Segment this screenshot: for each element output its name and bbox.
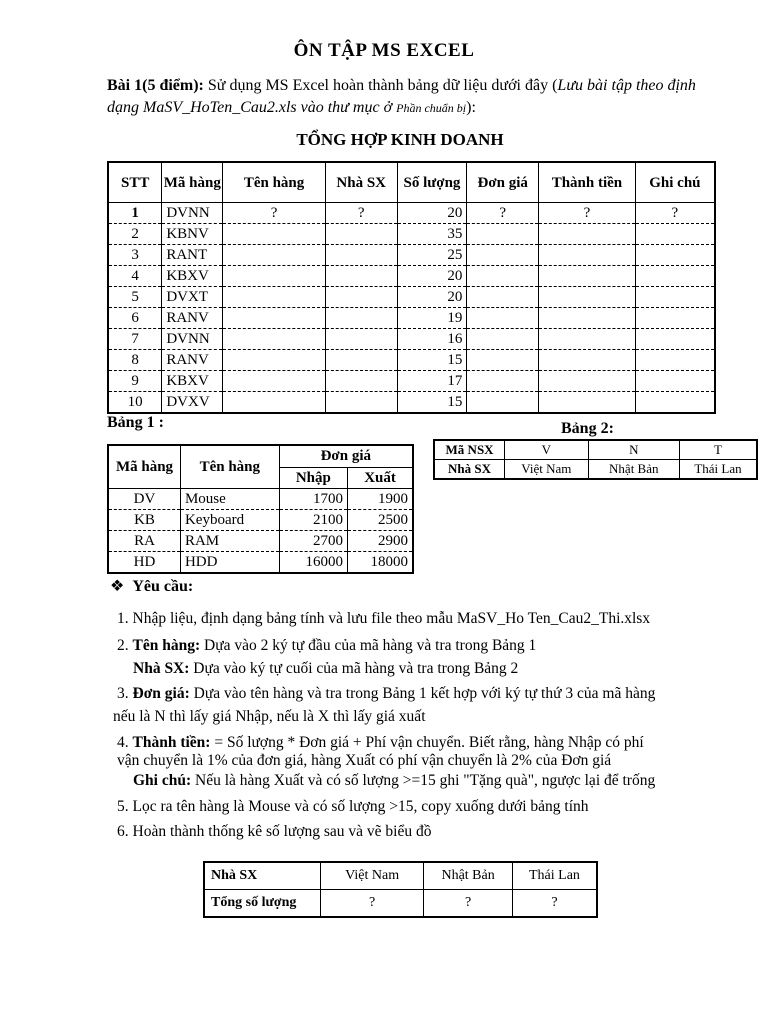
requirement-2b xyxy=(133,659,763,679)
bang1-header-ten-hang: Tên hàng xyxy=(180,445,279,489)
cell-ma-hang: RANV xyxy=(162,350,223,371)
cell-don-gia xyxy=(467,371,539,392)
cell-stt: 9 xyxy=(108,371,162,392)
cell-ten-hang: ? xyxy=(223,203,326,224)
cell-stt: 7 xyxy=(108,329,162,350)
table-row xyxy=(204,862,597,890)
cell-nhap: 16000 xyxy=(279,552,347,574)
cell-don-gia xyxy=(467,287,539,308)
cell-code: N xyxy=(588,440,679,460)
cell-nha-sx xyxy=(325,224,397,245)
col-header-so-luong: Số lượng xyxy=(397,162,467,203)
cell-don-gia xyxy=(467,266,539,287)
cell-thanh-tien xyxy=(539,266,636,287)
bang2-label: Bảng 2: xyxy=(561,420,614,437)
cell-thanh-tien xyxy=(539,245,636,266)
intro-paragraph xyxy=(107,75,707,119)
table-row xyxy=(108,350,715,371)
cell-so-luong: 20 xyxy=(397,203,467,224)
table-row xyxy=(108,510,413,531)
cell-so-luong: 17 xyxy=(397,371,467,392)
bang1-label: Bảng 1 : xyxy=(107,414,164,431)
cell-thanh-tien xyxy=(539,371,636,392)
col-header-ten-hang: Tên hàng xyxy=(223,162,326,203)
cell-so-luong: 20 xyxy=(397,287,467,308)
table-row xyxy=(434,440,757,460)
table-row xyxy=(108,224,715,245)
req-text: Dựa vào ký tự cuối của mã hàng và tra trong Bảng 2 xyxy=(189,660,519,677)
cell-ma: DV xyxy=(108,489,180,510)
req-keyword: Tên hàng: xyxy=(132,637,201,654)
intro-italic: Lưu bài tập theo định dạng MaSV_HoTen_Cau2.xls vào thư mục ở xyxy=(107,77,696,116)
requirement-3-cont: nếu là N thì lấy giá Nhập, nếu là X thì lấy giá xuất xyxy=(113,708,426,725)
cell-ten: HDD xyxy=(180,552,279,574)
cell-nha-sx xyxy=(325,245,397,266)
requirement-5: 5. Lọc ra tên hàng là Mouse và có số lượng >15, copy xuống dưới bảng tính xyxy=(117,798,589,815)
cell-ghi-chu xyxy=(635,308,715,329)
cell-country: Nhật Bản xyxy=(424,862,513,890)
col-header-ma-hang: Mã hàng xyxy=(162,162,223,203)
req-text: Dựa vào 2 ký tự đầu của mã hàng và tra trong Bảng 1 xyxy=(200,637,537,654)
table-row xyxy=(108,552,413,574)
cell-don-gia xyxy=(467,329,539,350)
col-header-nha-sx: Nhà SX xyxy=(325,162,397,203)
cell-country: Thái Lan xyxy=(512,862,597,890)
intro-text: Sử dụng MS Excel hoàn thành bảng dữ liệu dưới đây ( xyxy=(203,77,558,94)
cell-ten-hang xyxy=(223,245,326,266)
requirements-heading xyxy=(110,576,193,596)
req-number: 4. xyxy=(117,734,133,751)
cell-code: T xyxy=(679,440,757,460)
requirement-1: 1. Nhập liệu, định dạng bảng tính và lưu file theo mẫu MaSV_Ho Ten_Cau2_Thi.xlsx xyxy=(117,610,651,627)
business-summary-table xyxy=(107,161,716,414)
cell-ten-hang xyxy=(223,287,326,308)
requirement-6: 6. Hoàn thành thống kê số lượng sau và vẽ biểu đồ xyxy=(117,823,432,840)
req-text: Dựa vào tên hàng và tra trong Bảng 1 kết hợp với ký tự thứ 3 của mã hàng xyxy=(189,685,656,702)
requirement-4 xyxy=(117,733,747,753)
cell-ten-hang xyxy=(223,308,326,329)
cell-ma-hang: DVNN xyxy=(162,203,223,224)
cell-total: ? xyxy=(512,890,597,918)
cell-country: Nhật Bản xyxy=(588,460,679,480)
cell-nha-sx-label: Nhà SX xyxy=(434,460,505,480)
cell-thanh-tien xyxy=(539,287,636,308)
cell-don-gia xyxy=(467,392,539,414)
table-row xyxy=(434,460,757,480)
cell-ma-hang: KBXV xyxy=(162,266,223,287)
table-row xyxy=(108,266,715,287)
cell-nhap: 2700 xyxy=(279,531,347,552)
cell-nha-sx xyxy=(325,287,397,308)
cell-stt: 5 xyxy=(108,287,162,308)
cell-so-luong: 20 xyxy=(397,266,467,287)
bang1-header-row xyxy=(108,445,413,468)
req-keyword: Thành tiền: xyxy=(132,734,211,751)
cell-so-luong: 35 xyxy=(397,224,467,245)
cell-ghi-chu xyxy=(635,245,715,266)
cell-xuat: 2500 xyxy=(348,510,413,531)
exercise-label: Bài 1(5 điểm): xyxy=(107,77,204,94)
req-number: 3. xyxy=(117,685,133,702)
req-number: 2. xyxy=(117,637,133,654)
cell-stt: 8 xyxy=(108,350,162,371)
cell-nha-sx xyxy=(325,371,397,392)
cell-ma-hang: DVXV xyxy=(162,392,223,414)
page-title: ÔN TẬP MS EXCEL xyxy=(293,40,475,61)
cell-country: Việt Nam xyxy=(505,460,588,480)
cell-don-gia xyxy=(467,308,539,329)
req-text: = Số lượng * Đơn giá + Phí vận chuyển. Biết rằng, hàng Nhập có phí xyxy=(210,734,644,751)
cell-ma-hang: KBXV xyxy=(162,371,223,392)
cell-ma-hang: DVXT xyxy=(162,287,223,308)
table-row xyxy=(108,489,413,510)
col-header-stt: STT xyxy=(108,162,162,203)
intro-italic-small: Phần chuẩn bị xyxy=(396,101,467,115)
cell-ma: RA xyxy=(108,531,180,552)
cell-xuat: 18000 xyxy=(348,552,413,574)
cell-ghi-chu xyxy=(635,287,715,308)
cell-stt: 10 xyxy=(108,392,162,414)
cell-nhap: 1700 xyxy=(279,489,347,510)
cell-total-label: Tổng số lượng xyxy=(204,890,320,918)
bang2-table xyxy=(433,439,758,480)
cell-thanh-tien xyxy=(539,392,636,414)
cell-don-gia xyxy=(467,224,539,245)
cell-country: Thái Lan xyxy=(679,460,757,480)
cell-nha-sx xyxy=(325,266,397,287)
cell-don-gia xyxy=(467,350,539,371)
col-header-ghi-chu: Ghi chú xyxy=(635,162,715,203)
table-row xyxy=(108,308,715,329)
cell-ten-hang xyxy=(223,266,326,287)
cell-ma-nsx-label: Mã NSX xyxy=(434,440,505,460)
cell-stt: 3 xyxy=(108,245,162,266)
cell-country: Việt Nam xyxy=(320,862,423,890)
cell-nha-sx xyxy=(325,329,397,350)
cell-thanh-tien xyxy=(539,224,636,245)
cell-ten: Keyboard xyxy=(180,510,279,531)
bang1-header-nhap: Nhập xyxy=(279,468,347,489)
bang1-header-don-gia: Đơn giá xyxy=(279,445,413,468)
cell-ten-hang xyxy=(223,329,326,350)
cell-xuat: 1900 xyxy=(348,489,413,510)
bang1-header-ma-hang: Mã hàng xyxy=(108,445,180,489)
table-row xyxy=(108,245,715,266)
bang1-table xyxy=(107,444,414,574)
cell-nha-sx-label: Nhà SX xyxy=(204,862,320,890)
req-keyword: Ghi chú: xyxy=(133,772,192,789)
table-row xyxy=(108,371,715,392)
cell-stt: 4 xyxy=(108,266,162,287)
table-row xyxy=(108,531,413,552)
cell-stt: 1 xyxy=(108,203,162,224)
cell-so-luong: 15 xyxy=(397,392,467,414)
cell-xuat: 2900 xyxy=(348,531,413,552)
cell-total: ? xyxy=(424,890,513,918)
cell-nha-sx xyxy=(325,308,397,329)
col-header-don-gia: Đơn giá xyxy=(467,162,539,203)
cell-so-luong: 16 xyxy=(397,329,467,350)
diamond-bullet-icon: ❖ xyxy=(110,578,125,595)
requirement-4-cont: vận chuyển là 1% của đơn giá, hàng Xuất có phí vận chuyển là 2% của Đơn giá xyxy=(117,752,612,769)
cell-so-luong: 19 xyxy=(397,308,467,329)
cell-stt: 6 xyxy=(108,308,162,329)
cell-ten-hang xyxy=(223,371,326,392)
cell-total: ? xyxy=(320,890,423,918)
cell-nha-sx xyxy=(325,392,397,414)
bang1-header-xuat: Xuất xyxy=(348,468,413,489)
req-keyword: Đơn giá: xyxy=(132,685,190,702)
cell-thanh-tien: ? xyxy=(539,203,636,224)
table-row xyxy=(204,890,597,918)
table-header-row xyxy=(108,162,715,203)
table-row xyxy=(108,392,715,414)
cell-stt: 2 xyxy=(108,224,162,245)
requirement-3 xyxy=(117,684,747,704)
cell-so-luong: 15 xyxy=(397,350,467,371)
table-row xyxy=(108,203,715,224)
cell-ghi-chu xyxy=(635,371,715,392)
cell-code: V xyxy=(505,440,588,460)
requirements-label: Yêu cầu: xyxy=(132,578,194,595)
cell-nha-sx: ? xyxy=(325,203,397,224)
intro-end: ): xyxy=(466,99,476,116)
cell-ma: KB xyxy=(108,510,180,531)
cell-ghi-chu xyxy=(635,266,715,287)
cell-ghi-chu xyxy=(635,350,715,371)
summary-table xyxy=(203,861,598,918)
cell-don-gia: ? xyxy=(467,203,539,224)
cell-so-luong: 25 xyxy=(397,245,467,266)
cell-ten-hang xyxy=(223,350,326,371)
cell-ghi-chu xyxy=(635,392,715,414)
cell-ma-hang: RANV xyxy=(162,308,223,329)
cell-ghi-chu xyxy=(635,224,715,245)
cell-don-gia xyxy=(467,245,539,266)
cell-ten: RAM xyxy=(180,531,279,552)
requirement-4b xyxy=(133,771,763,791)
req-keyword: Nhà SX: xyxy=(133,660,190,677)
cell-ghi-chu: ? xyxy=(635,203,715,224)
cell-ma: HD xyxy=(108,552,180,574)
cell-ghi-chu xyxy=(635,329,715,350)
table-title: TỔNG HỢP KINH DOANH xyxy=(296,130,504,149)
cell-thanh-tien xyxy=(539,329,636,350)
cell-ma-hang: KBNV xyxy=(162,224,223,245)
cell-thanh-tien xyxy=(539,308,636,329)
cell-ma-hang: RANT xyxy=(162,245,223,266)
cell-ten: Mouse xyxy=(180,489,279,510)
cell-nhap: 2100 xyxy=(279,510,347,531)
table-row xyxy=(108,329,715,350)
cell-ma-hang: DVNN xyxy=(162,329,223,350)
cell-thanh-tien xyxy=(539,350,636,371)
cell-ten-hang xyxy=(223,392,326,414)
table-row xyxy=(108,287,715,308)
requirement-2 xyxy=(117,636,747,656)
cell-ten-hang xyxy=(223,224,326,245)
col-header-thanh-tien: Thành tiền xyxy=(539,162,636,203)
cell-nha-sx xyxy=(325,350,397,371)
req-text: Nếu là hàng Xuất và có số lượng >=15 ghi "Tặng quà", ngược lại để trống xyxy=(191,772,656,789)
